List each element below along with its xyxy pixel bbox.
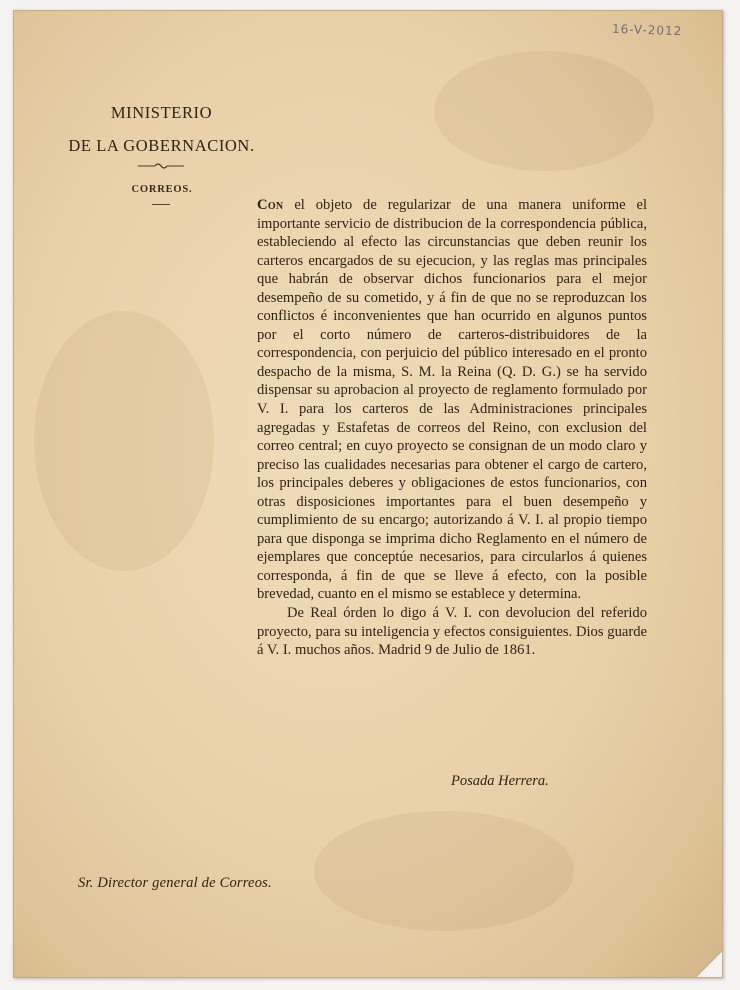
drop-cap: Con — [257, 197, 284, 213]
section-heading: CORREOS. — [131, 184, 193, 195]
ministry-line-2: DE LA GOBERNACION. — [68, 136, 255, 155]
folded-corner-icon — [696, 951, 722, 977]
paper-stain — [314, 811, 574, 931]
ministry-heading — [54, 96, 269, 162]
ministry-line-1: MINISTERIO — [110, 103, 213, 122]
addressee: Sr. Director general de Correos. — [78, 875, 272, 891]
paragraph-1 — [257, 196, 647, 604]
signature: Posada Herrera. — [451, 773, 549, 789]
paper-stain — [34, 311, 214, 571]
ornament-divider-icon — [138, 162, 184, 170]
paragraph-1-text: el objeto de regularizar de una manera uniforme el importante servicio de distribucion de la correspondencia pública, estableciendo al efecto las circunstancias que deben reunir los carteros encargados de su ejecucion, y las reglas mas principales que habrán de observar dichos funcionarios para el mejor desempeño de su cometido, y á fin de que no se reproduzcan los conflictos é inconvenientes que han ocurrido en algunos puntos por el corto número de carteros-distribuidores de la correspondencia, con perjuicio del público interesado en el pronto despacho de la misma, S. M. la Reina (Q. D. G.) se ha servido dispensar su aprobacion al proyecto de reglamento formulado por V. I. para los carteros de las Administraciones principales agregadas y Estafetas de correos del Reino, con exclusion del correo central; en cuyo proyecto se consignan de un modo claro y preciso las cualidades necesarias para obtener el cargo de cartero, los principales deberes y obligaciones de estos funcionarios, con otras disposiciones importantes para el buen desempeño y cumplimiento de su encargo; autorizando á V. I. al propio tiempo para que disponga se imprima dicho Reglamento en el número de ejemplares que conceptúe necesarios, para circularlos á quienes corresponda, á fin de que se lleve á efecto, con la posible brevedad, cuanto en el mismo se establece y determina. — [257, 197, 647, 603]
paragraph-2: De Real órden lo digo á V. I. con devolucion del referido proyecto, para su inteligencia y efectos consiguientes. Dios guarde á V. I. muchos años. Madrid 9 de Julio de 1861. — [257, 605, 647, 659]
pencil-date-note: 16-V-2012 — [611, 21, 683, 39]
section-rule — [152, 204, 170, 205]
document-page — [13, 10, 723, 978]
paper-stain — [434, 51, 654, 171]
letter-body — [257, 196, 647, 660]
